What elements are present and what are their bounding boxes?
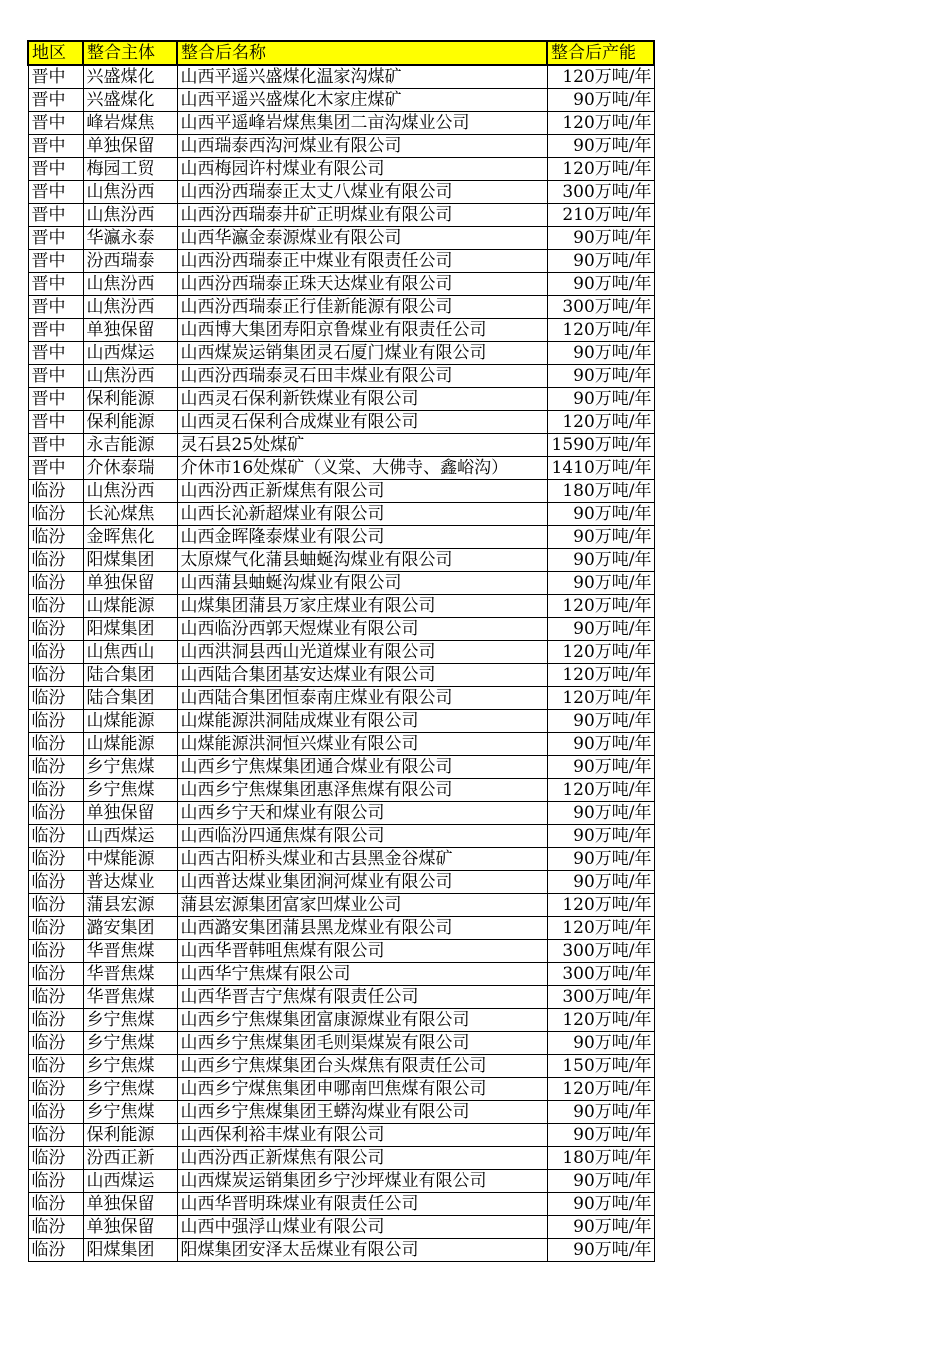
cell-region[interactable]: 晋中 bbox=[28, 158, 83, 181]
cell-name[interactable]: 山西乡宁焦煤集团王蟒沟煤业有限公司 bbox=[177, 1101, 547, 1124]
cell-region[interactable]: 临汾 bbox=[28, 802, 83, 825]
table-row bbox=[28, 319, 654, 342]
table-row bbox=[28, 1193, 654, 1216]
header-entity[interactable]: 整合主体 bbox=[83, 41, 177, 65]
cell-capacity[interactable]: 1410万吨/年 bbox=[547, 457, 654, 480]
cell-capacity[interactable]: 90万吨/年 bbox=[547, 825, 654, 848]
cell-region[interactable]: 临汾 bbox=[28, 733, 83, 756]
cell-region[interactable]: 晋中 bbox=[28, 434, 83, 457]
cell-region[interactable]: 临汾 bbox=[28, 1216, 83, 1239]
cell-name[interactable]: 山西灵石保利新铁煤业有限公司 bbox=[177, 388, 547, 411]
cell-capacity[interactable]: 90万吨/年 bbox=[547, 1193, 654, 1216]
cell-entity[interactable]: 单独保留 bbox=[83, 1216, 177, 1239]
cell-entity[interactable]: 山煤能源 bbox=[83, 595, 177, 618]
cell-region[interactable]: 晋中 bbox=[28, 342, 83, 365]
cell-name[interactable]: 山西古阳桥头煤业和古县黑金谷煤矿 bbox=[177, 848, 547, 871]
coal-mine-table bbox=[27, 40, 655, 1262]
cell-capacity[interactable]: 90万吨/年 bbox=[547, 756, 654, 779]
cell-entity[interactable]: 蒲县宏源 bbox=[83, 894, 177, 917]
cell-capacity[interactable]: 90万吨/年 bbox=[547, 365, 654, 388]
cell-region[interactable]: 临汾 bbox=[28, 1193, 83, 1216]
cell-name[interactable]: 山西金晖隆泰煤业有限公司 bbox=[177, 526, 547, 549]
cell-entity[interactable]: 陆合集团 bbox=[83, 664, 177, 687]
cell-capacity[interactable]: 1590万吨/年 bbox=[547, 434, 654, 457]
cell-entity[interactable]: 山焦西山 bbox=[83, 641, 177, 664]
cell-name[interactable]: 阳煤集团安泽太岳煤业有限公司 bbox=[177, 1239, 547, 1262]
cell-capacity[interactable]: 90万吨/年 bbox=[547, 618, 654, 641]
cell-name[interactable]: 山西乡宁焦煤集团富康源煤业有限公司 bbox=[177, 1009, 547, 1032]
cell-capacity[interactable]: 180万吨/年 bbox=[547, 1147, 654, 1170]
cell-region[interactable]: 临汾 bbox=[28, 1078, 83, 1101]
table-row bbox=[28, 1239, 654, 1262]
cell-name[interactable]: 山西汾西瑞泰正珠天达煤业有限公司 bbox=[177, 273, 547, 296]
cell-name[interactable]: 山西潞安集团蒲县黑龙煤业有限公司 bbox=[177, 917, 547, 940]
cell-name[interactable]: 山西汾西瑞泰正太丈八煤业有限公司 bbox=[177, 181, 547, 204]
cell-region[interactable]: 临汾 bbox=[28, 549, 83, 572]
table-row bbox=[28, 158, 654, 181]
cell-name[interactable]: 山西临汾四通焦煤有限公司 bbox=[177, 825, 547, 848]
table-row bbox=[28, 802, 654, 825]
cell-entity[interactable]: 山焦汾西 bbox=[83, 181, 177, 204]
cell-name[interactable]: 山西汾西正新煤焦有限公司 bbox=[177, 480, 547, 503]
cell-entity[interactable]: 乡宁焦煤 bbox=[83, 1032, 177, 1055]
cell-entity[interactable]: 陆合集团 bbox=[83, 687, 177, 710]
cell-capacity[interactable]: 90万吨/年 bbox=[547, 273, 654, 296]
cell-region[interactable]: 临汾 bbox=[28, 756, 83, 779]
cell-region[interactable]: 临汾 bbox=[28, 917, 83, 940]
cell-name[interactable]: 山西华晋明珠煤业有限责任公司 bbox=[177, 1193, 547, 1216]
cell-name[interactable]: 山西长沁新超煤业有限公司 bbox=[177, 503, 547, 526]
table-row bbox=[28, 710, 654, 733]
table-row bbox=[28, 756, 654, 779]
cell-name[interactable]: 山西中强浮山煤业有限公司 bbox=[177, 1216, 547, 1239]
cell-capacity[interactable]: 90万吨/年 bbox=[547, 135, 654, 158]
cell-entity[interactable]: 单独保留 bbox=[83, 319, 177, 342]
cell-capacity[interactable]: 120万吨/年 bbox=[547, 112, 654, 135]
cell-capacity[interactable]: 90万吨/年 bbox=[547, 1101, 654, 1124]
cell-name[interactable]: 山西陆合集团基安达煤业有限公司 bbox=[177, 664, 547, 687]
cell-capacity[interactable]: 90万吨/年 bbox=[547, 1170, 654, 1193]
cell-entity[interactable]: 汾西瑞泰 bbox=[83, 250, 177, 273]
cell-name[interactable]: 山西梅园许村煤业有限公司 bbox=[177, 158, 547, 181]
cell-capacity[interactable]: 300万吨/年 bbox=[547, 963, 654, 986]
cell-entity[interactable]: 乡宁焦煤 bbox=[83, 1055, 177, 1078]
table-row bbox=[28, 618, 654, 641]
cell-capacity[interactable]: 120万吨/年 bbox=[547, 687, 654, 710]
table-row bbox=[28, 342, 654, 365]
table-row bbox=[28, 181, 654, 204]
cell-region[interactable]: 临汾 bbox=[28, 825, 83, 848]
cell-entity[interactable]: 山西煤运 bbox=[83, 342, 177, 365]
cell-entity[interactable]: 梅园工贸 bbox=[83, 158, 177, 181]
table-row bbox=[28, 1101, 654, 1124]
cell-capacity[interactable]: 90万吨/年 bbox=[547, 1032, 654, 1055]
cell-name[interactable]: 灵石县25处煤矿 bbox=[177, 434, 547, 457]
cell-capacity[interactable]: 90万吨/年 bbox=[547, 89, 654, 112]
cell-entity[interactable]: 普达煤业 bbox=[83, 871, 177, 894]
cell-name[interactable]: 山西博大集团寿阳京鲁煤业有限责任公司 bbox=[177, 319, 547, 342]
cell-capacity[interactable]: 90万吨/年 bbox=[547, 733, 654, 756]
cell-entity[interactable]: 山西煤运 bbox=[83, 825, 177, 848]
cell-capacity[interactable]: 120万吨/年 bbox=[547, 641, 654, 664]
cell-name[interactable]: 山西乡宁煤焦集团申哪南凹焦煤有限公司 bbox=[177, 1078, 547, 1101]
cell-capacity[interactable]: 90万吨/年 bbox=[547, 848, 654, 871]
cell-capacity[interactable]: 90万吨/年 bbox=[547, 1239, 654, 1262]
cell-entity[interactable]: 阳煤集团 bbox=[83, 1239, 177, 1262]
cell-region[interactable]: 临汾 bbox=[28, 1147, 83, 1170]
cell-entity[interactable]: 单独保留 bbox=[83, 802, 177, 825]
cell-name[interactable]: 山西平遥峰岩煤焦集团二亩沟煤业公司 bbox=[177, 112, 547, 135]
cell-entity[interactable]: 保利能源 bbox=[83, 1124, 177, 1147]
cell-entity[interactable]: 汾西正新 bbox=[83, 1147, 177, 1170]
cell-entity[interactable]: 华瀛永泰 bbox=[83, 227, 177, 250]
cell-entity[interactable]: 乡宁焦煤 bbox=[83, 1009, 177, 1032]
table-row bbox=[28, 848, 654, 871]
cell-region[interactable]: 临汾 bbox=[28, 963, 83, 986]
cell-capacity[interactable]: 120万吨/年 bbox=[547, 411, 654, 434]
table-row bbox=[28, 1009, 654, 1032]
cell-region[interactable]: 临汾 bbox=[28, 1101, 83, 1124]
table-row bbox=[28, 1032, 654, 1055]
cell-region[interactable]: 临汾 bbox=[28, 986, 83, 1009]
cell-name[interactable]: 山西乡宁焦煤集团毛则渠煤炭有限公司 bbox=[177, 1032, 547, 1055]
cell-capacity[interactable]: 90万吨/年 bbox=[547, 503, 654, 526]
cell-region[interactable]: 临汾 bbox=[28, 687, 83, 710]
cell-name[interactable]: 山西洪洞县西山光道煤业有限公司 bbox=[177, 641, 547, 664]
cell-capacity[interactable]: 120万吨/年 bbox=[547, 664, 654, 687]
table-row bbox=[28, 940, 654, 963]
cell-capacity[interactable]: 180万吨/年 bbox=[547, 480, 654, 503]
cell-name[interactable]: 山西灵石保利合成煤业有限公司 bbox=[177, 411, 547, 434]
cell-name[interactable]: 山西临汾西郭天煜煤业有限公司 bbox=[177, 618, 547, 641]
cell-capacity[interactable]: 120万吨/年 bbox=[547, 319, 654, 342]
cell-name[interactable]: 山西瑞泰西沟河煤业有限公司 bbox=[177, 135, 547, 158]
table-row bbox=[28, 641, 654, 664]
cell-capacity[interactable]: 90万吨/年 bbox=[547, 1216, 654, 1239]
table-row bbox=[28, 572, 654, 595]
cell-name[interactable]: 山西汾西瑞泰正行佳新能源有限公司 bbox=[177, 296, 547, 319]
cell-region[interactable]: 临汾 bbox=[28, 710, 83, 733]
table-row bbox=[28, 411, 654, 434]
table-row bbox=[28, 112, 654, 135]
cell-region[interactable]: 临汾 bbox=[28, 641, 83, 664]
cell-region[interactable]: 晋中 bbox=[28, 273, 83, 296]
cell-region[interactable]: 晋中 bbox=[28, 319, 83, 342]
cell-entity[interactable]: 介休泰瑞 bbox=[83, 457, 177, 480]
cell-region[interactable]: 晋中 bbox=[28, 296, 83, 319]
table-row bbox=[28, 434, 654, 457]
table-row bbox=[28, 549, 654, 572]
cell-region[interactable]: 临汾 bbox=[28, 503, 83, 526]
cell-entity[interactable]: 阳煤集团 bbox=[83, 618, 177, 641]
cell-name[interactable]: 蒲县宏源集团富家凹煤业公司 bbox=[177, 894, 547, 917]
table-row bbox=[28, 733, 654, 756]
cell-name[interactable]: 太原煤气化蒲县蚰蜒沟煤业有限公司 bbox=[177, 549, 547, 572]
table-row bbox=[28, 135, 654, 158]
table-row bbox=[28, 825, 654, 848]
cell-region[interactable]: 临汾 bbox=[28, 1009, 83, 1032]
cell-region[interactable]: 晋中 bbox=[28, 112, 83, 135]
cell-name[interactable]: 山煤能源洪洞恒兴煤业有限公司 bbox=[177, 733, 547, 756]
cell-region[interactable]: 晋中 bbox=[28, 135, 83, 158]
cell-capacity[interactable]: 90万吨/年 bbox=[547, 871, 654, 894]
cell-region[interactable]: 临汾 bbox=[28, 664, 83, 687]
cell-region[interactable]: 临汾 bbox=[28, 1124, 83, 1147]
cell-name[interactable]: 山西煤炭运销集团乡宁沙坪煤业有限公司 bbox=[177, 1170, 547, 1193]
table-row bbox=[28, 664, 654, 687]
cell-capacity[interactable]: 120万吨/年 bbox=[547, 1009, 654, 1032]
table-row bbox=[28, 779, 654, 802]
cell-name[interactable]: 山煤集团蒲县万家庄煤业有限公司 bbox=[177, 595, 547, 618]
table-row bbox=[28, 1147, 654, 1170]
header-capacity[interactable]: 整合后产能 bbox=[547, 41, 654, 65]
table-row bbox=[28, 65, 654, 89]
table-row bbox=[28, 1170, 654, 1193]
cell-name[interactable]: 山西乡宁焦煤集团台头煤焦有限责任公司 bbox=[177, 1055, 547, 1078]
table-row bbox=[28, 1078, 654, 1101]
table-row bbox=[28, 894, 654, 917]
cell-capacity[interactable]: 150万吨/年 bbox=[547, 1055, 654, 1078]
cell-capacity[interactable]: 90万吨/年 bbox=[547, 572, 654, 595]
cell-entity[interactable]: 山焦汾西 bbox=[83, 296, 177, 319]
cell-entity[interactable]: 长沁煤焦 bbox=[83, 503, 177, 526]
cell-name[interactable]: 山西平遥兴盛煤化温家沟煤矿 bbox=[177, 65, 547, 89]
cell-region[interactable]: 临汾 bbox=[28, 1032, 83, 1055]
cell-name[interactable]: 山西汾西瑞泰正中煤业有限责任公司 bbox=[177, 250, 547, 273]
cell-name[interactable]: 山西汾西正新煤焦有限公司 bbox=[177, 1147, 547, 1170]
cell-entity[interactable]: 峰岩煤焦 bbox=[83, 112, 177, 135]
cell-capacity[interactable]: 120万吨/年 bbox=[547, 158, 654, 181]
cell-region[interactable]: 临汾 bbox=[28, 1239, 83, 1262]
cell-region[interactable]: 晋中 bbox=[28, 388, 83, 411]
cell-entity[interactable]: 山煤能源 bbox=[83, 710, 177, 733]
cell-entity[interactable]: 山煤能源 bbox=[83, 733, 177, 756]
cell-name[interactable]: 山西平遥兴盛煤化木家庄煤矿 bbox=[177, 89, 547, 112]
cell-entity[interactable]: 华晋焦煤 bbox=[83, 940, 177, 963]
cell-entity[interactable]: 山焦汾西 bbox=[83, 273, 177, 296]
cell-capacity[interactable]: 120万吨/年 bbox=[547, 65, 654, 89]
table-row bbox=[28, 1055, 654, 1078]
cell-entity[interactable]: 乡宁焦煤 bbox=[83, 756, 177, 779]
cell-region[interactable]: 临汾 bbox=[28, 572, 83, 595]
table-row bbox=[28, 595, 654, 618]
cell-entity[interactable]: 单独保留 bbox=[83, 572, 177, 595]
table-row bbox=[28, 273, 654, 296]
table-row bbox=[28, 871, 654, 894]
cell-entity[interactable]: 华晋焦煤 bbox=[83, 986, 177, 1009]
cell-name[interactable]: 山煤能源洪洞陆成煤业有限公司 bbox=[177, 710, 547, 733]
table-row bbox=[28, 963, 654, 986]
cell-capacity[interactable]: 90万吨/年 bbox=[547, 227, 654, 250]
cell-entity[interactable]: 山焦汾西 bbox=[83, 365, 177, 388]
cell-region[interactable]: 晋中 bbox=[28, 457, 83, 480]
cell-name[interactable]: 山西煤炭运销集团灵石厦门煤业有限公司 bbox=[177, 342, 547, 365]
cell-region[interactable]: 临汾 bbox=[28, 1055, 83, 1078]
cell-capacity[interactable]: 90万吨/年 bbox=[547, 1124, 654, 1147]
cell-entity[interactable]: 山西煤运 bbox=[83, 1170, 177, 1193]
cell-entity[interactable]: 乡宁焦煤 bbox=[83, 779, 177, 802]
cell-capacity[interactable]: 210万吨/年 bbox=[547, 204, 654, 227]
cell-capacity[interactable]: 120万吨/年 bbox=[547, 779, 654, 802]
header-name[interactable]: 整合后名称 bbox=[177, 41, 547, 65]
cell-capacity[interactable]: 90万吨/年 bbox=[547, 388, 654, 411]
cell-entity[interactable]: 单独保留 bbox=[83, 135, 177, 158]
cell-entity[interactable]: 单独保留 bbox=[83, 1193, 177, 1216]
cell-capacity[interactable]: 300万吨/年 bbox=[547, 986, 654, 1009]
cell-name[interactable]: 山西华宁焦煤有限公司 bbox=[177, 963, 547, 986]
cell-capacity[interactable]: 300万吨/年 bbox=[547, 296, 654, 319]
cell-capacity[interactable]: 120万吨/年 bbox=[547, 595, 654, 618]
cell-capacity[interactable]: 120万吨/年 bbox=[547, 1078, 654, 1101]
cell-region[interactable]: 晋中 bbox=[28, 65, 83, 89]
table-row bbox=[28, 1124, 654, 1147]
cell-capacity[interactable]: 300万吨/年 bbox=[547, 940, 654, 963]
cell-name[interactable]: 山西汾西瑞泰井矿正明煤业有限公司 bbox=[177, 204, 547, 227]
cell-region[interactable]: 晋中 bbox=[28, 250, 83, 273]
cell-region[interactable]: 临汾 bbox=[28, 848, 83, 871]
cell-region[interactable]: 晋中 bbox=[28, 365, 83, 388]
cell-entity[interactable]: 兴盛煤化 bbox=[83, 89, 177, 112]
cell-region[interactable]: 晋中 bbox=[28, 181, 83, 204]
cell-region[interactable]: 临汾 bbox=[28, 1170, 83, 1193]
header-region[interactable]: 地区 bbox=[28, 41, 83, 65]
cell-region[interactable]: 临汾 bbox=[28, 480, 83, 503]
cell-name[interactable]: 山西华晋吉宁焦煤有限责任公司 bbox=[177, 986, 547, 1009]
cell-region[interactable]: 临汾 bbox=[28, 618, 83, 641]
cell-name[interactable]: 山西蒲县蚰蜒沟煤业有限公司 bbox=[177, 572, 547, 595]
cell-entity[interactable]: 中煤能源 bbox=[83, 848, 177, 871]
cell-entity[interactable]: 阳煤集团 bbox=[83, 549, 177, 572]
table-row bbox=[28, 917, 654, 940]
table-row bbox=[28, 365, 654, 388]
table-row bbox=[28, 204, 654, 227]
cell-capacity[interactable]: 90万吨/年 bbox=[547, 549, 654, 572]
cell-entity[interactable]: 金晖焦化 bbox=[83, 526, 177, 549]
cell-entity[interactable]: 潞安集团 bbox=[83, 917, 177, 940]
cell-entity[interactable]: 山焦汾西 bbox=[83, 480, 177, 503]
table-row bbox=[28, 388, 654, 411]
cell-capacity[interactable]: 120万吨/年 bbox=[547, 894, 654, 917]
cell-name[interactable]: 介休市16处煤矿（义棠、大佛寺、鑫峪沟） bbox=[177, 457, 547, 480]
table-row bbox=[28, 1216, 654, 1239]
table-row bbox=[28, 457, 654, 480]
cell-region[interactable]: 临汾 bbox=[28, 940, 83, 963]
cell-region[interactable]: 晋中 bbox=[28, 89, 83, 112]
cell-region[interactable]: 晋中 bbox=[28, 411, 83, 434]
cell-name[interactable]: 山西陆合集团恒泰南庄煤业有限公司 bbox=[177, 687, 547, 710]
cell-region[interactable]: 临汾 bbox=[28, 871, 83, 894]
header-row bbox=[28, 41, 654, 65]
table-row bbox=[28, 250, 654, 273]
cell-capacity[interactable]: 300万吨/年 bbox=[547, 181, 654, 204]
cell-entity[interactable]: 永吉能源 bbox=[83, 434, 177, 457]
cell-entity[interactable]: 兴盛煤化 bbox=[83, 65, 177, 89]
cell-region[interactable]: 临汾 bbox=[28, 779, 83, 802]
cell-entity[interactable]: 华晋焦煤 bbox=[83, 963, 177, 986]
cell-name[interactable]: 山西普达煤业集团涧河煤业有限公司 bbox=[177, 871, 547, 894]
table-row bbox=[28, 503, 654, 526]
cell-region[interactable]: 临汾 bbox=[28, 595, 83, 618]
cell-region[interactable]: 晋中 bbox=[28, 227, 83, 250]
table-row bbox=[28, 227, 654, 250]
table-row bbox=[28, 296, 654, 319]
cell-capacity[interactable]: 120万吨/年 bbox=[547, 917, 654, 940]
cell-entity[interactable]: 保利能源 bbox=[83, 388, 177, 411]
cell-region[interactable]: 晋中 bbox=[28, 204, 83, 227]
table-row bbox=[28, 89, 654, 112]
cell-region[interactable]: 临汾 bbox=[28, 894, 83, 917]
cell-name[interactable]: 山西乡宁焦煤集团通合煤业有限公司 bbox=[177, 756, 547, 779]
table-row bbox=[28, 480, 654, 503]
cell-capacity[interactable]: 90万吨/年 bbox=[547, 342, 654, 365]
cell-name[interactable]: 山西乡宁天和煤业有限公司 bbox=[177, 802, 547, 825]
cell-capacity[interactable]: 90万吨/年 bbox=[547, 802, 654, 825]
cell-capacity[interactable]: 90万吨/年 bbox=[547, 526, 654, 549]
cell-entity[interactable]: 乡宁焦煤 bbox=[83, 1101, 177, 1124]
cell-capacity[interactable]: 90万吨/年 bbox=[547, 710, 654, 733]
cell-entity[interactable]: 保利能源 bbox=[83, 411, 177, 434]
cell-entity[interactable]: 乡宁焦煤 bbox=[83, 1078, 177, 1101]
table-row bbox=[28, 526, 654, 549]
cell-name[interactable]: 山西汾西瑞泰灵石田丰煤业有限公司 bbox=[177, 365, 547, 388]
table-row bbox=[28, 687, 654, 710]
cell-region[interactable]: 临汾 bbox=[28, 526, 83, 549]
cell-capacity[interactable]: 90万吨/年 bbox=[547, 250, 654, 273]
table-row bbox=[28, 986, 654, 1009]
cell-name[interactable]: 山西华瀛金泰源煤业有限公司 bbox=[177, 227, 547, 250]
cell-name[interactable]: 山西保利裕丰煤业有限公司 bbox=[177, 1124, 547, 1147]
cell-entity[interactable]: 山焦汾西 bbox=[83, 204, 177, 227]
cell-name[interactable]: 山西华晋韩咀焦煤有限公司 bbox=[177, 940, 547, 963]
cell-name[interactable]: 山西乡宁焦煤集团惠泽焦煤有限公司 bbox=[177, 779, 547, 802]
